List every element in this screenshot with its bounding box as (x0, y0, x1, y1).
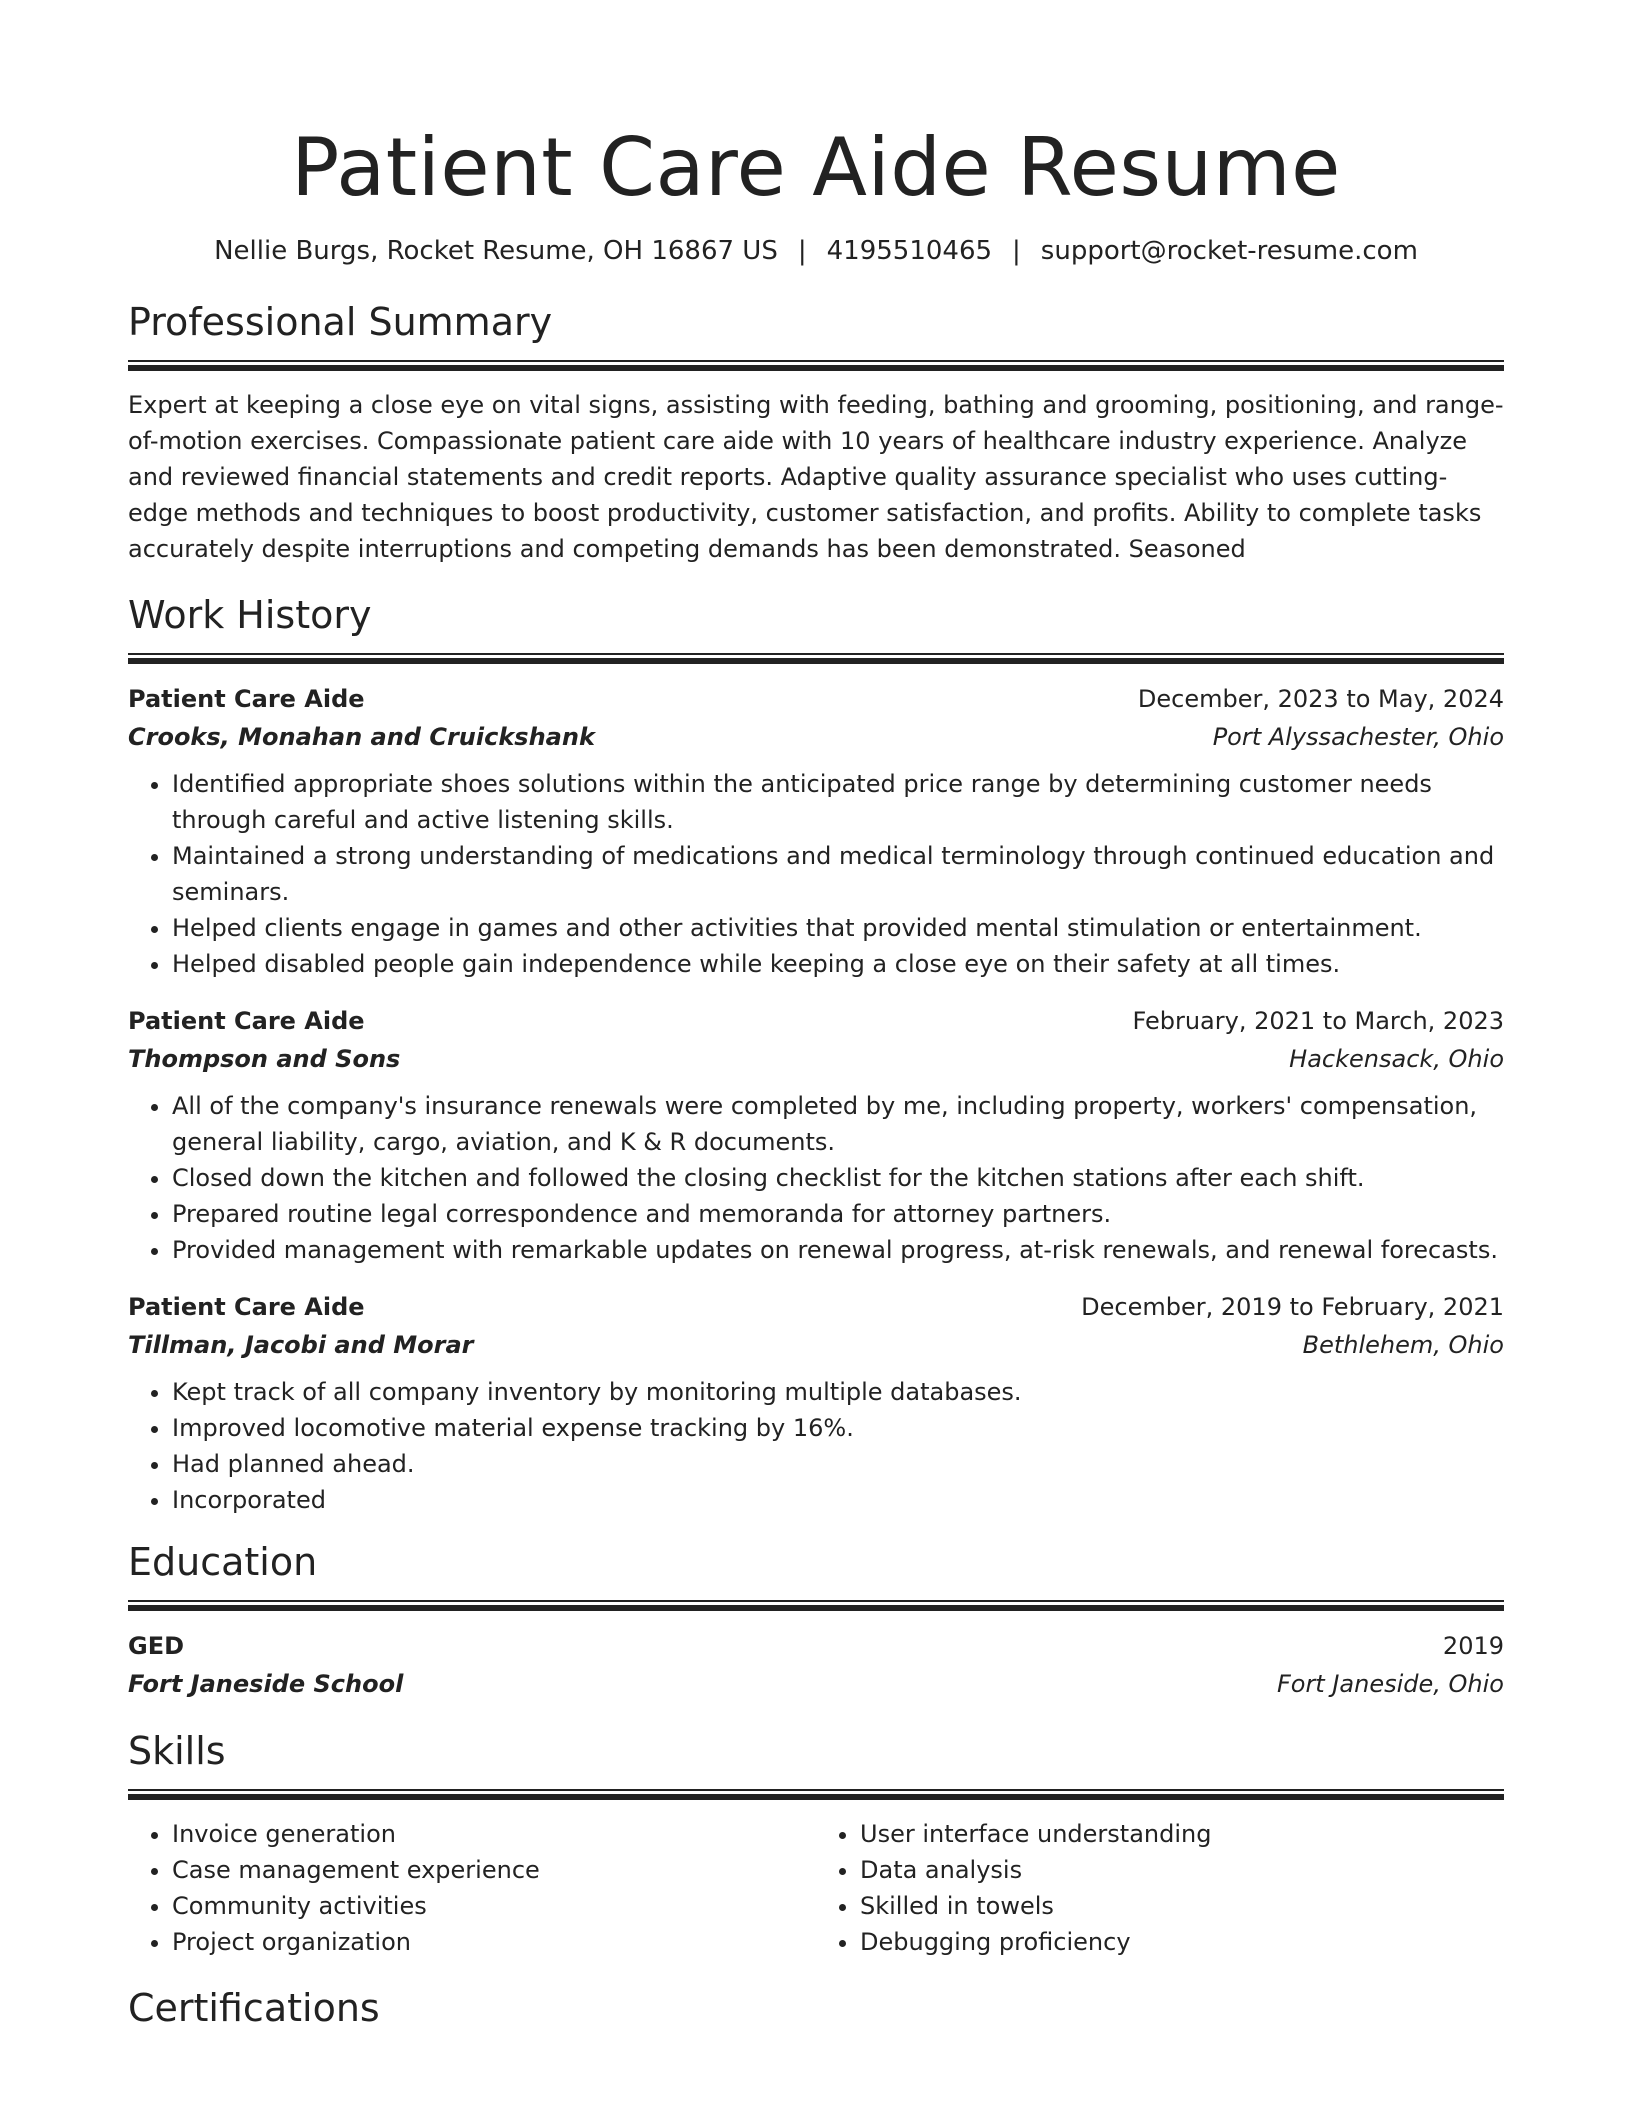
education-location: Fort Janeside, Ohio (1276, 1670, 1504, 1698)
list-item: • Community activities (172, 1888, 816, 1924)
section-rule (128, 1789, 1504, 1800)
skills-list (128, 1816, 1504, 1960)
contact-line (128, 234, 1504, 268)
job-company: Thompson and Sons (128, 1045, 401, 1073)
list-item: • Case management experience (172, 1852, 816, 1888)
contact-separator: | (797, 236, 807, 266)
list-item: • Project organization (172, 1924, 816, 1960)
section-rule (128, 1600, 1504, 1611)
job-company: Tillman, Jacobi and Morar (128, 1331, 474, 1359)
section-rule (128, 360, 1504, 371)
section-heading-summary: Professional Summary (128, 300, 553, 344)
job-dates: February, 2021 to March, 2023 (1132, 1007, 1504, 1035)
list-item: • Prepared routine legal correspondence and memoranda for attorney partners. (172, 1196, 1504, 1232)
list-item: • Had planned ahead. (172, 1446, 1504, 1482)
list-item: • Closed down the kitchen and followed the closing checklist for the kitchen stations after each shift. (172, 1160, 1504, 1196)
list-item: • Debugging proficiency (860, 1924, 1504, 1960)
section-heading-certifications: Certifications (128, 1986, 380, 2030)
list-item: • Maintained a strong understanding of medications and medical terminology through continued education and seminars. (172, 838, 1504, 910)
education-year: 2019 (1442, 1632, 1504, 1660)
job-dates: December, 2019 to February, 2021 (1081, 1293, 1504, 1321)
section-heading-work: Work History (128, 593, 372, 637)
list-item: • Provided management with remarkable updates on renewal progress, at-risk renewals, and renewal forecasts. (172, 1232, 1504, 1268)
list-item: • User interface understanding (860, 1816, 1504, 1852)
section-heading-skills: Skills (128, 1729, 226, 1773)
list-item: • Helped clients engage in games and other activities that provided mental stimulation or entertainment. (172, 910, 1504, 946)
list-item: • Kept track of all company inventory by monitoring multiple databases. (172, 1374, 1504, 1410)
job-dates: December, 2023 to May, 2024 (1137, 685, 1504, 713)
skills-column-right (816, 1816, 1504, 1960)
list-item: • Incorporated (172, 1482, 1504, 1518)
section-rule (128, 653, 1504, 664)
job-title: Patient Care Aide (128, 685, 365, 713)
job-entry (128, 1002, 1504, 1268)
list-item: • Improved locomotive material expense tracking by 16%. (172, 1410, 1504, 1446)
job-location: Hackensack, Ohio (1289, 1045, 1504, 1073)
job-location: Bethlehem, Ohio (1302, 1331, 1504, 1359)
job-location: Port Alyssachester, Ohio (1212, 723, 1504, 751)
education-school: Fort Janeside School (128, 1670, 404, 1698)
job-entry (128, 1288, 1504, 1518)
job-bullets (128, 1374, 1504, 1518)
job-bullets (128, 766, 1504, 982)
education-degree: GED (128, 1632, 185, 1660)
job-bullets (128, 1088, 1504, 1268)
contact-phone: 4195510465 (826, 236, 993, 266)
list-item: • Data analysis (860, 1852, 1504, 1888)
contact-address: Nellie Burgs, Rocket Resume, OH 16867 US (214, 236, 778, 266)
job-entry (128, 680, 1504, 982)
section-heading-education: Education (128, 1540, 318, 1584)
job-company: Crooks, Monahan and Cruickshank (128, 723, 595, 751)
contact-separator: | (1012, 236, 1021, 266)
list-item: • Identified appropriate shoes solutions within the anticipated price range by determining customer needs through careful and active listening skills. (172, 766, 1504, 838)
job-title: Patient Care Aide (128, 1293, 365, 1321)
job-title: Patient Care Aide (128, 1007, 365, 1035)
resume-page (128, 0, 1504, 2046)
list-item: • Helped disabled people gain independence while keeping a close eye on their safety at all times. (172, 946, 1504, 982)
contact-email[interactable]: support@rocket-resume.com (1040, 236, 1418, 266)
resume-title: Patient Care Aide Resume (291, 121, 1341, 214)
list-item: • Invoice generation (172, 1816, 816, 1852)
summary-text: Expert at keeping a close eye on vital signs, assisting with feeding, bathing and grooming, positioning, and range-of-motion exercises. Compassionate patient care aide with 10 years of healthcare industry experience. Analyze and reviewed financial statements and credit reports. Adaptive quality assurance specialist who uses cutting-edge methods and techniques to boost productivity, customer satisfaction, and profits. Ability to complete tasks accurately despite interruptions and competing demands has been demonstrated. Seasoned (128, 391, 1504, 563)
list-item: • All of the company's insurance renewals were completed by me, including property, workers' compensation, general liability, cargo, aviation, and K & R documents. (172, 1088, 1504, 1160)
skills-column-left (128, 1816, 816, 1960)
list-item: • Skilled in towels (860, 1888, 1504, 1924)
